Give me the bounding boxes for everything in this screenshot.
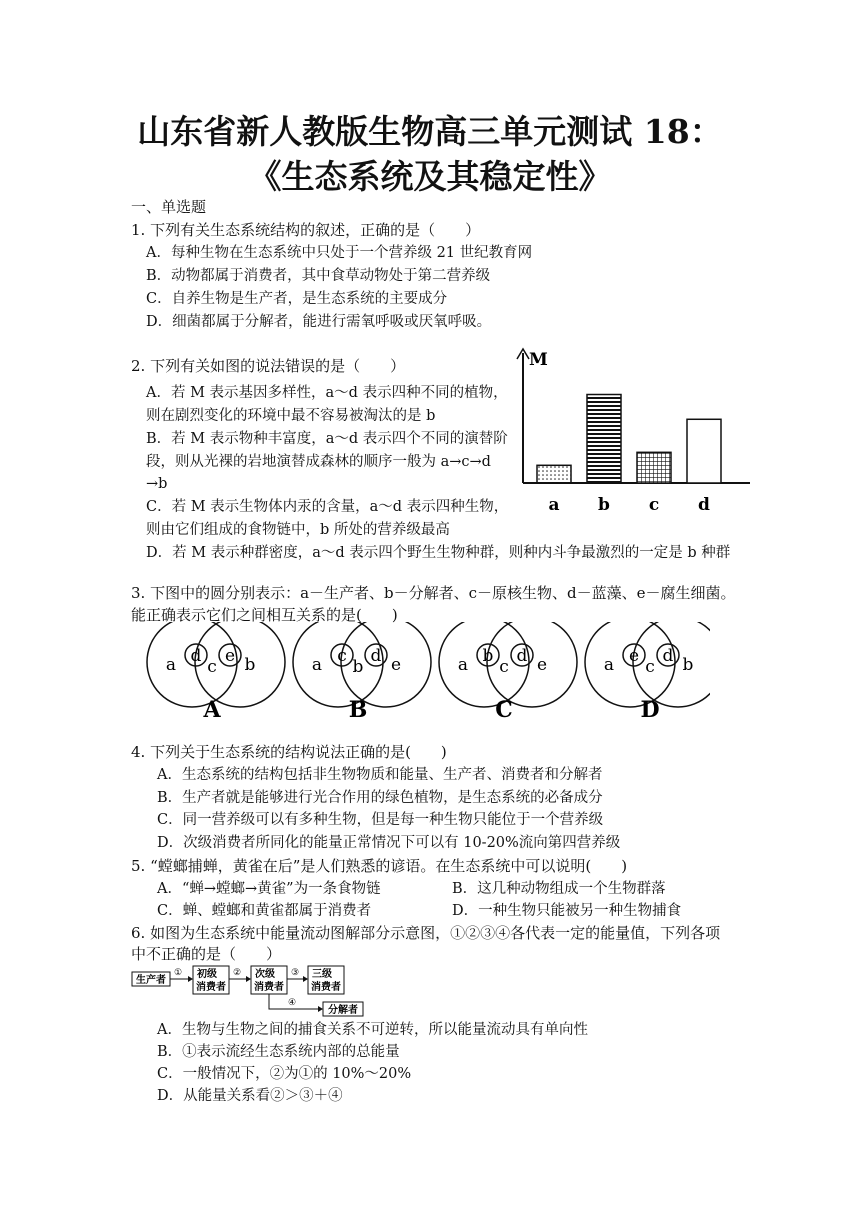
secondary-consumer-label-1: 次级 [255, 969, 275, 980]
q2-option-b-line2: 段，则从光裸的岩地演替成森林的顺序一般为 a→c→d [146, 454, 491, 470]
venn-option-b [293, 622, 431, 722]
q2-option-c-line1: C．若 M 表示生物体内汞的含量，a～d 表示四种生物， [146, 499, 509, 515]
q4-option-a: A．生态系统的结构包括非生物物质和能量、生产者、消费者和分解者 [157, 767, 603, 783]
x-tick-label-a: a [548, 495, 560, 515]
q3-stem-line1: 3. 下图中的圆分别表示：a－生产者、b－分解者、c－原核生物、d－蓝藻、e－腐生细菌。 [131, 584, 736, 602]
q1-stem: 1. 下列有关生态系统结构的叙述，正确的是（ ） [131, 221, 481, 239]
venn-option-a [147, 622, 285, 722]
q2-option-b-line1: B．若 M 表示物种丰富度，a～d 表示四个不同的演替阶 [146, 431, 508, 447]
q4-option-c: C．同一营养级可以有多种生物，但是每一种生物只能位于一个营养级 [157, 812, 604, 828]
venn-label-left: a [603, 655, 615, 675]
q5-stem: 5. “螳螂捕蝉，黄雀在后”是人们熟悉的谚语。在生态系统中可以说明( ) [131, 857, 628, 875]
venn-option-label: A [203, 697, 221, 722]
venn-label-left: a [311, 655, 323, 675]
q2-option-a-line1: A．若 M 表示基因多样性，a～d 表示四种不同的植物， [146, 385, 508, 401]
venn-label-right: b [682, 655, 694, 675]
venn-option-c [439, 622, 577, 722]
venn-option-d [585, 622, 710, 722]
q3-stem-line2: 能正确表示它们之间相互关系的是( ) [131, 606, 398, 624]
x-tick-label-b: b [598, 495, 610, 515]
q6-option-d: D．从能量关系看②＞③＋④ [157, 1088, 343, 1104]
q6-stem-line2: 中不正确的是（ ） [131, 945, 282, 963]
tertiary-consumer-label-2: 消费者 [311, 982, 341, 993]
energy-label-1: ① [174, 968, 183, 978]
q5-option-b: B．这几种动物组成一个生物群落 [452, 881, 666, 897]
section-heading: 一、单选题 [131, 198, 207, 216]
venn-label-small2: d [516, 646, 528, 666]
venn-label-right: b [244, 655, 256, 675]
q4-option-b: B．生产者就是能够进行光合作用的绿色植物，是生态系统的必备成分 [157, 790, 603, 806]
bar-a [537, 465, 571, 483]
energy-flow-diagram [130, 963, 370, 1019]
venn-label-middle: c [207, 657, 217, 677]
q6-option-b: B．①表示流经生态系统内部的总能量 [157, 1044, 400, 1060]
venn-label-small2: d [370, 646, 382, 666]
q6-option-c: C．一般情况下，②为①的 10%～20% [157, 1066, 412, 1082]
q4-option-d: D．次级消费者所同化的能量正常情况下可以有 10-20%流向第四营养级 [157, 835, 621, 851]
venn-label-small2: e [224, 646, 236, 666]
venn-label-small1: b [482, 646, 494, 666]
venn-label-right: e [390, 655, 402, 675]
q4-stem: 4. 下列关于生态系统的结构说法正确的是( ) [131, 743, 447, 761]
y-axis-label: M [529, 350, 548, 370]
venn-label-small1: d [190, 646, 202, 666]
q2-option-c-line2: 则由它们组成的食物链中，b 所处的营养级最高 [146, 522, 450, 538]
venn-label-middle: c [499, 657, 509, 677]
energy-label-4: ④ [288, 998, 297, 1008]
venn-options [140, 622, 710, 722]
venn-label-right: e [536, 655, 548, 675]
q1-option-b: B．动物都属于消费者，其中食草动物处于第二营养级 [146, 268, 491, 284]
venn-option-label: B [348, 697, 368, 722]
venn-label-middle: b [352, 657, 364, 677]
energy-label-2: ② [233, 968, 242, 978]
venn-label-left: a [457, 655, 469, 675]
q5-option-d: D．一种生物只能被另一种生物捕食 [452, 903, 682, 919]
bar-c [637, 452, 671, 483]
q5-option-a: A．“蝉→螳螂→黄雀”为一条食物链 [157, 881, 381, 897]
primary-consumer-label-1: 初级 [197, 969, 217, 980]
q2-option-d: D．若 M 表示种群密度，a～d 表示四个野生生物种群，则种内斗争最激烈的一定是 b 种群 [146, 545, 731, 561]
producer-label: 生产者 [136, 975, 166, 986]
bar-chart [505, 345, 755, 520]
venn-option-label: D [640, 697, 660, 722]
q1-option-d: D．细菌都属于分解者，能进行需氧呼吸或厌氧呼吸。 [146, 314, 492, 330]
q1-option-c: C．自养生物是生产者，是生态系统的主要成分 [146, 291, 448, 307]
venn-label-small1: c [337, 646, 347, 666]
x-tick-label-d: d [698, 495, 710, 515]
title-line1: 山东省新人教版生物高三单元测试 18： [137, 112, 723, 151]
tertiary-consumer-label-1: 三级 [312, 969, 332, 980]
q2-stem: 2. 下列有关如图的说法错误的是（ ） [131, 357, 406, 375]
q2-option-a-line2: 则在剧烈变化的环境中最不容易被淘汰的是 b [146, 408, 436, 424]
q6-option-a: A．生物与生物之间的捕食关系不可逆转，所以能量流动具有单向性 [157, 1022, 588, 1038]
venn-option-label: C [495, 697, 513, 722]
q2-option-b-line3: →b [146, 476, 168, 492]
venn-label-middle: c [645, 657, 655, 677]
venn-label-left: a [165, 655, 177, 675]
q6-stem-line1: 6. 如图为生态系统中能量流动图解部分示意图，①②③④各代表一定的能量值，下列各项 [131, 924, 721, 942]
x-tick-label-c: c [648, 495, 660, 515]
decomposer-label: 分解者 [328, 1005, 358, 1016]
title-line2: 《生态系统及其稳定性》 [248, 157, 612, 196]
energy-label-3: ③ [291, 968, 300, 978]
q5-option-c: C．蝉、螳螂和黄雀都属于消费者 [157, 903, 372, 919]
bar-b [587, 395, 621, 484]
venn-label-small2: d [662, 646, 674, 666]
venn-label-small1: e [628, 646, 640, 666]
secondary-consumer-label-2: 消费者 [254, 982, 284, 993]
q1-option-a: A．每种生物在生态系统中只处于一个营养级 21 世纪教育网 [146, 245, 533, 261]
y-axis [517, 349, 529, 483]
primary-consumer-label-2: 消费者 [196, 982, 226, 993]
bar-d [687, 419, 721, 483]
